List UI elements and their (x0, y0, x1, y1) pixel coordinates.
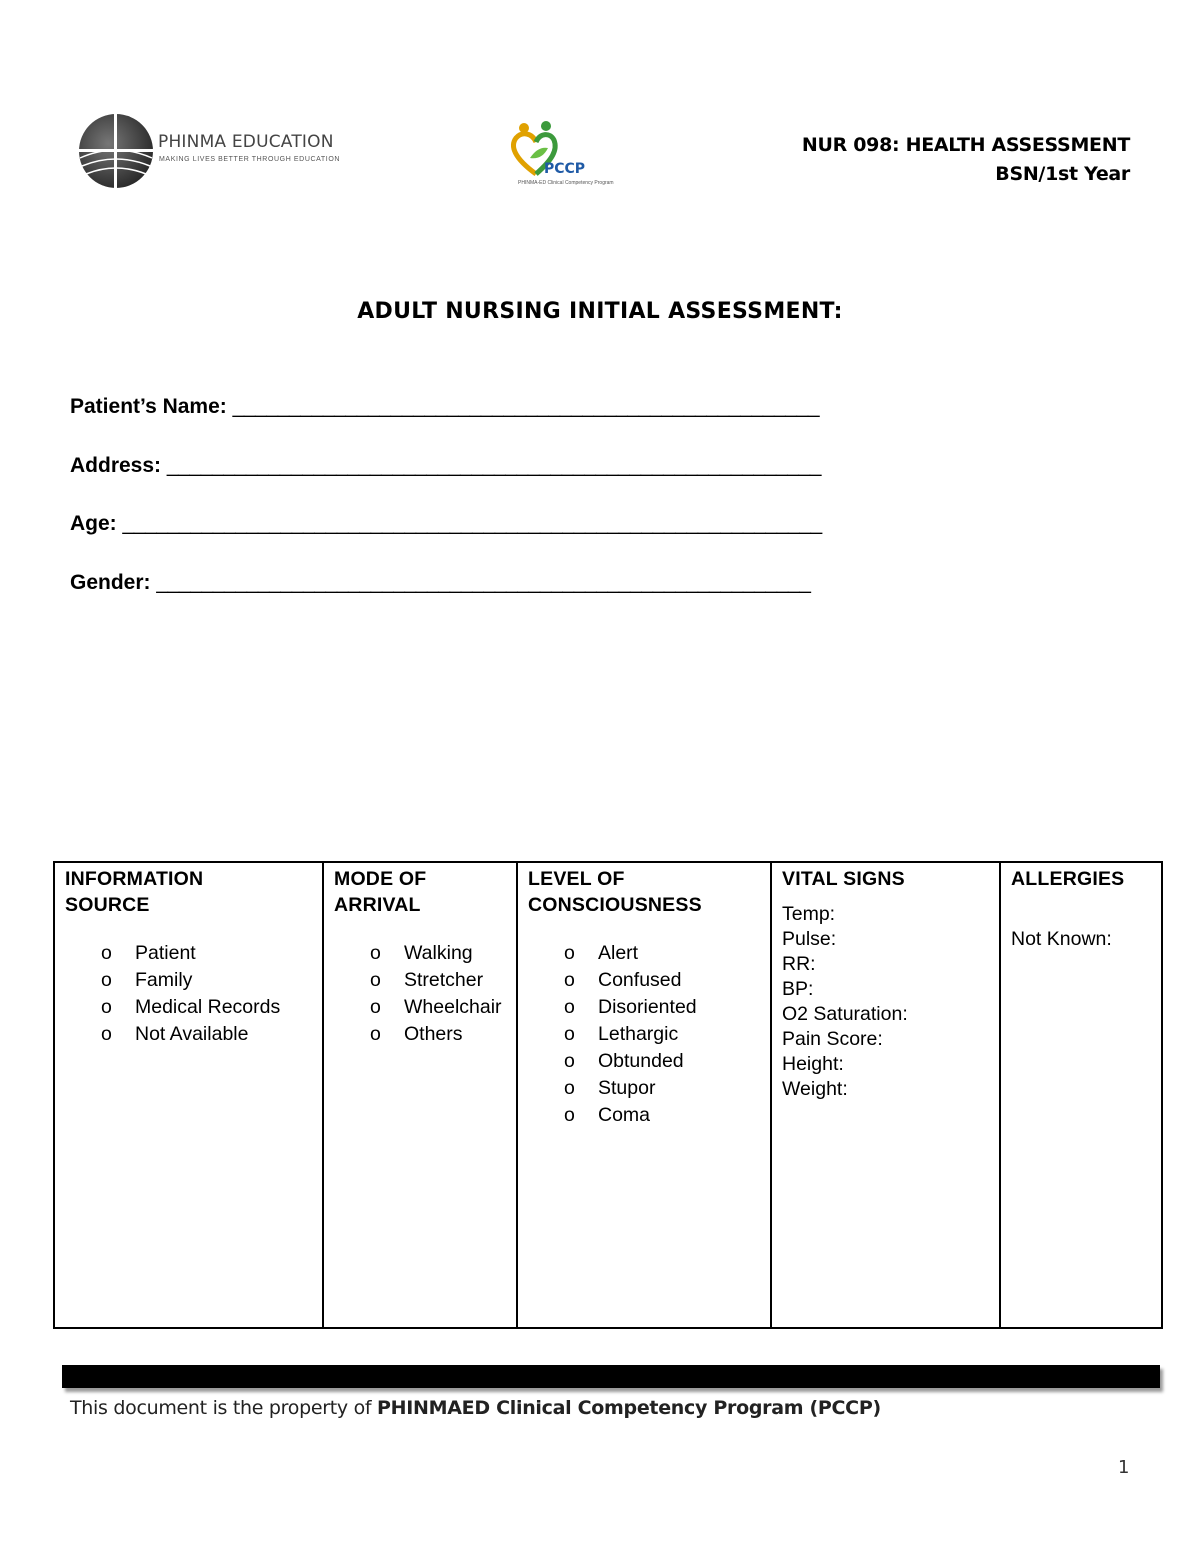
address-line: __________________________________________________________ (166, 454, 822, 477)
option-disoriented[interactable]: o Disoriented (528, 994, 760, 1021)
option-family[interactable]: o Family (65, 967, 312, 994)
patient-name-field (70, 395, 819, 419)
option-others[interactable]: o Others (334, 1021, 506, 1048)
vital-bp: BP: (782, 978, 814, 1000)
age-label: Age: (70, 512, 117, 535)
allergies-header: ALLERGIES (1011, 868, 1125, 890)
age-line: ______________________________________________________________ (122, 512, 822, 535)
pccp-logo (508, 120, 628, 190)
vital-signs-list (782, 902, 989, 1102)
gender-field (70, 571, 811, 595)
option-coma[interactable]: o Coma (528, 1102, 760, 1129)
footer-divider-bar (62, 1365, 1160, 1388)
footer-text-prefix: This document is the property of (70, 1397, 378, 1419)
information-source-cell (54, 862, 323, 1328)
vital-weight: Weight: (782, 1078, 848, 1100)
allergies-cell (1000, 862, 1162, 1328)
course-title: NUR 098: HEALTH ASSESSMENT (801, 134, 1130, 156)
pccp-logo-tagline: PHINMA-ED Clinical Competency Program (518, 180, 614, 186)
information-source-header: INFORMATION SOURCE (65, 868, 204, 916)
option-walking[interactable]: o Walking (334, 940, 506, 967)
phinma-globe-icon (76, 112, 156, 190)
information-source-options (65, 940, 312, 1048)
option-medical-records[interactable]: o Medical Records (65, 994, 312, 1021)
address-label: Address: (70, 454, 162, 477)
gender-line: __________________________________________________________ (156, 571, 811, 594)
vital-pulse: Pulse: (782, 928, 837, 950)
address-field (70, 454, 821, 478)
option-wheelchair[interactable]: o Wheelchair (334, 994, 506, 1021)
phinma-logo-tagline: MAKING LIVES BETTER THROUGH EDUCATION (159, 156, 341, 163)
option-patient[interactable]: o Patient (65, 940, 312, 967)
footer-property-notice (70, 1397, 881, 1419)
phinma-logo-text: PHINMA EDUCATION (158, 132, 334, 152)
document-title: ADULT NURSING INITIAL ASSESSMENT: (357, 299, 843, 324)
option-confused[interactable]: o Confused (528, 967, 760, 994)
mode-of-arrival-header: MODE OF ARRIVAL (334, 868, 427, 916)
vital-rr: RR: (782, 953, 816, 975)
vital-o2-saturation: O2 Saturation: (782, 1003, 908, 1025)
course-year: BSN/1st Year (995, 163, 1130, 185)
level-of-consciousness-cell (517, 862, 771, 1328)
level-of-consciousness-options (528, 940, 760, 1129)
vital-signs-cell (771, 862, 1000, 1328)
pccp-logo-text: PCCP (544, 161, 586, 177)
vital-pain-score: Pain Score: (782, 1028, 883, 1050)
patient-name-label: Patient’s Name: (70, 395, 227, 418)
vital-signs-header: VITAL SIGNS (782, 868, 905, 890)
age-field (70, 512, 822, 536)
option-obtunded[interactable]: o Obtunded (528, 1048, 760, 1075)
mode-of-arrival-options (334, 940, 506, 1048)
mode-of-arrival-cell (323, 862, 517, 1328)
level-of-consciousness-header: LEVEL OF CONSCIOUSNESS (528, 868, 702, 916)
phinma-education-logo (76, 112, 341, 190)
course-info (802, 131, 1130, 189)
vital-temp: Temp: (782, 903, 836, 925)
option-alert[interactable]: o Alert (528, 940, 760, 967)
option-stretcher[interactable]: o Stretcher (334, 967, 506, 994)
option-stupor[interactable]: o Stupor (528, 1075, 760, 1102)
page-number: 1 (1118, 1457, 1130, 1478)
gender-label: Gender: (70, 571, 151, 594)
patient-name-line: ____________________________________________________ (232, 395, 820, 418)
option-lethargic[interactable]: o Lethargic (528, 1021, 760, 1048)
footer-text-program: PHINMAED Clinical Competency Program (PCCP) (377, 1397, 881, 1419)
allergies-value: Not Known: (1011, 928, 1112, 950)
option-not-available[interactable]: o Not Available (65, 1021, 312, 1048)
assessment-table (53, 861, 1163, 1329)
vital-height: Height: (782, 1053, 844, 1075)
